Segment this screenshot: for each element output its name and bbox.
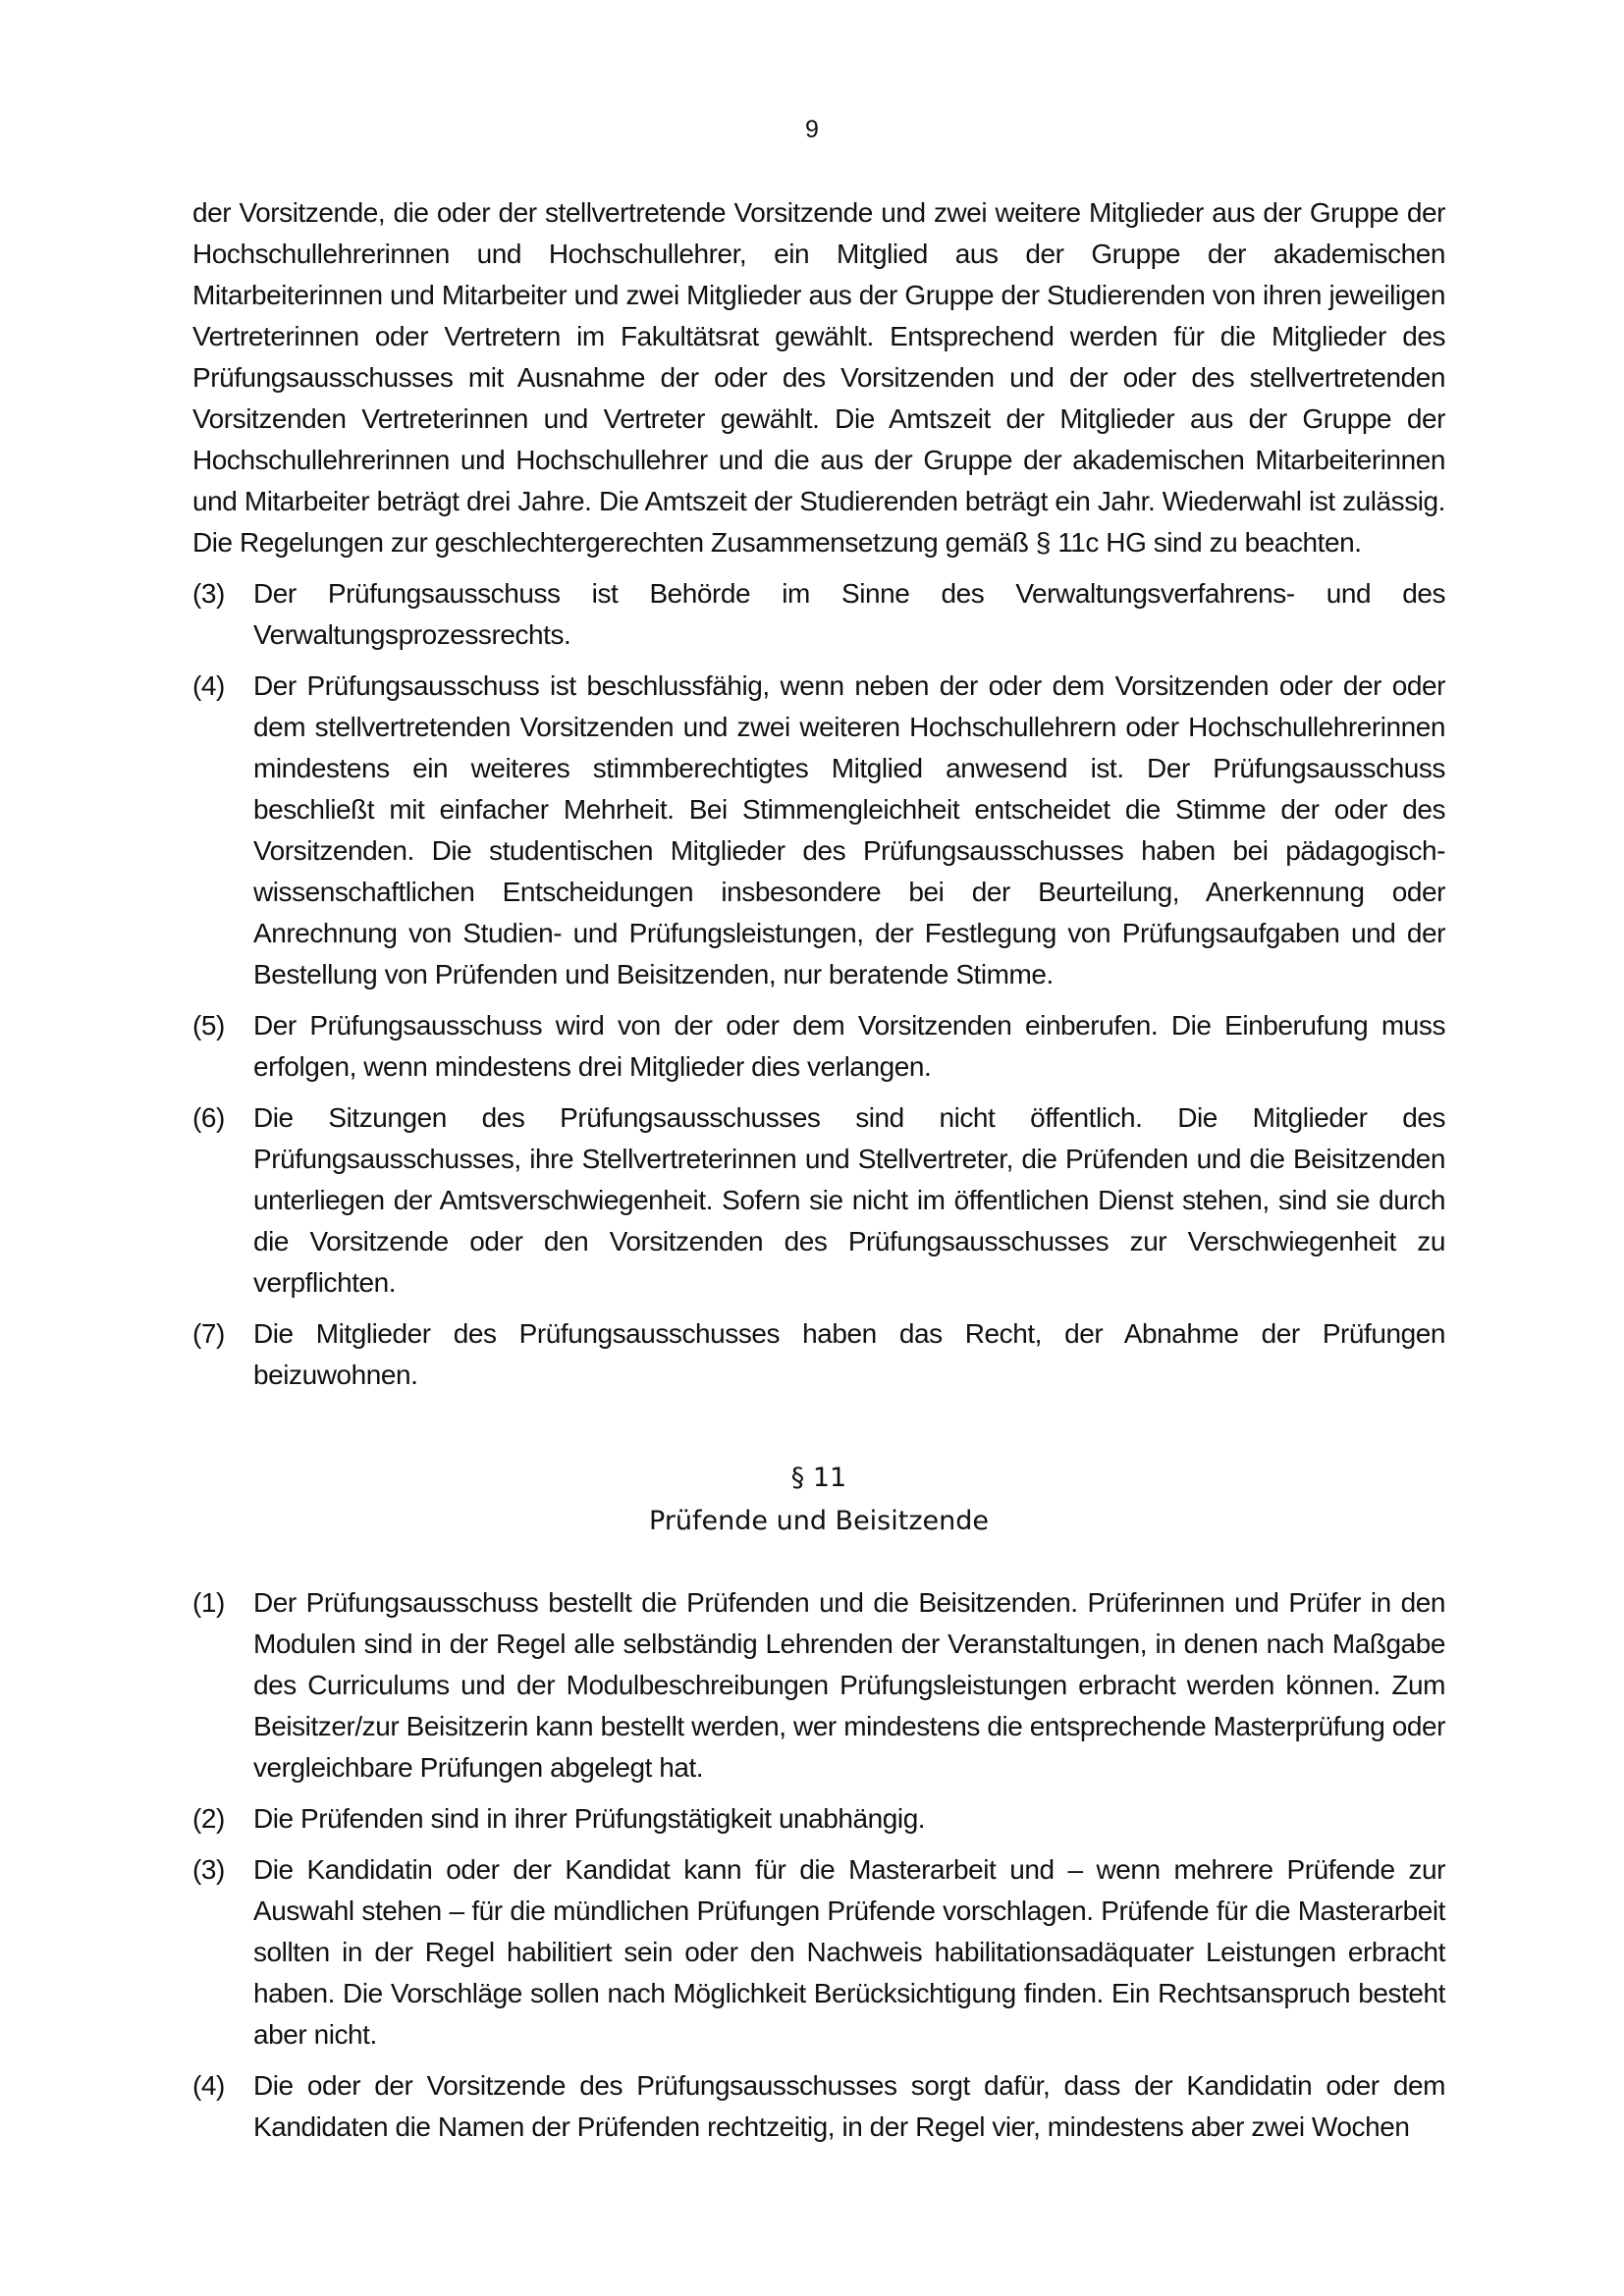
list-item (192, 2065, 1445, 2148)
item-text: Die Prüfenden sind in ihrer Prüfungstätigkeit unabhängig. (253, 1803, 926, 1834)
item-number: (6) (192, 1102, 225, 1133)
item-text: Die Mitglieder des Prüfungsausschusses haben das Recht, der Abnahme der Prüfungen beizuwohnen. (253, 1318, 1445, 1390)
item-number: (4) (192, 670, 225, 701)
item-number: (3) (192, 578, 225, 609)
section-number: § 11 (790, 1463, 847, 1493)
section-title: Prüfende und Beisitzende (649, 1506, 989, 1536)
list-item (192, 573, 1445, 656)
item-number: (7) (192, 1318, 225, 1349)
list-item (192, 1798, 1445, 1840)
item-text: Der Prüfungsausschuss bestellt die Prüfenden und die Beisitzenden. Prüferinnen und Prüfer in den Modulen sind in der Regel alle selbständig Lehrenden der Veranstaltungen, in denen nach Maßgabe des Curriculums und der Modulbeschreibungen Prüfungsleistungen erbracht werden können. Zum Beisitzer/zur Beisitzerin kann bestellt werden, wer mindestens die entsprechende Masterprüfung oder vergleichbare Prüfungen abgelegt hat. (253, 1587, 1445, 1783)
item-number: (2) (192, 1803, 225, 1834)
list-item (192, 1849, 1445, 2056)
item-number: (4) (192, 2070, 225, 2101)
section-10-list (192, 573, 1445, 1396)
list-item (192, 1313, 1445, 1396)
list-item (192, 1097, 1445, 1304)
list-item (192, 666, 1445, 995)
item-text: Der Prüfungsausschuss wird von der oder dem Vorsitzenden einberufen. Die Einberufung muss erfolgen, wenn mindestens drei Mitglieder dies verlangen. (253, 1010, 1445, 1082)
document-body (192, 192, 1445, 2148)
item-number: (1) (192, 1587, 225, 1618)
item-number: (3) (192, 1854, 225, 1885)
page-number: 9 (805, 116, 819, 143)
item-text: Die Sitzungen des Prüfungsausschusses sind nicht öffentlich. Die Mitglieder des Prüfungsausschusses, ihre Stellvertreterinnen und Stellvertreter, die Prüfenden und die Beisitzenden unterliegen der Amtsverschwiegenheit. Sofern sie nicht im öffentlichen Dienst stehen, sind sie durch die Vorsitzende oder den Vorsitzenden des Prüfungsausschusses zur Verschwiegenheit zu verpflichten. (253, 1102, 1445, 1298)
item-text: Die Kandidatin oder der Kandidat kann für die Masterarbeit und – wenn mehrere Prüfende zur Auswahl stehen – für die mündlichen Prüfungen Prüfende vorschlagen. Prüfende für die Masterarbeit sollten in der Regel habilitiert sein oder den Nachweis habilitationsadäquater Leistungen erbracht haben. Die Vorschläge sollen nach Möglichkeit Berücksichtigung finden. Ein Rechtsanspruch besteht aber nicht. (253, 1854, 1445, 2050)
item-number: (5) (192, 1010, 225, 1041)
item-text: Die oder der Vorsitzende des Prüfungsausschusses sorgt dafür, dass der Kandidatin oder dem Kandidaten die Namen der Prüfenden rechtzeitig, in der Regel vier, mindestens aber zwei Wochen (253, 2070, 1445, 2142)
list-item (192, 1582, 1445, 1789)
list-item (192, 1005, 1445, 1088)
item-text: Der Prüfungsausschuss ist Behörde im Sinne des Verwaltungsverfahrens- und des Verwaltungsprozessrechts. (253, 578, 1445, 650)
section-heading (192, 1457, 1445, 1543)
continuation-paragraph: der Vorsitzende, die oder der stellvertretende Vorsitzende und zwei weitere Mitglieder aus der Gruppe der Hochschullehrerinnen und Hochschullehrer, ein Mitglied aus der Gruppe der akademischen Mitarbeiterinnen und Mitarbeiter und zwei Mitglieder aus der Gruppe der Studierenden von ihren jeweiligen Vertreterinnen oder Vertretern im Fakultätsrat gewählt. Entsprechend werden für die Mitglieder des Prüfungsausschusses mit Ausnahme der oder des Vorsitzenden und der oder des stellvertretenden Vorsitzenden Vertreterinnen und Vertreter gewählt. Die Amtszeit der Mitglieder aus der Gruppe der Hochschullehrerinnen und Hochschullehrer und die aus der Gruppe der akademischen Mitarbeiterinnen und Mitarbeiter beträgt drei Jahre. Die Amtszeit der Studierenden beträgt ein Jahr. Wiederwahl ist zulässig. Die Regelungen zur geschlechtergerechten Zusammensetzung gemäß § 11c HG sind zu beachten. (192, 197, 1445, 558)
item-text: Der Prüfungsausschuss ist beschlussfähig, wenn neben der oder dem Vorsitzenden oder der oder dem stellvertretenden Vorsitzenden und zwei weiteren Hochschullehrern oder Hochschullehrerinnen mindestens ein weiteres stimmberechtigtes Mitglied anwesend ist. Der Prüfungsausschuss beschließt mit einfacher Mehrheit. Bei Stimmengleichheit entscheidet die Stimme der oder des Vorsitzenden. Die studentischen Mitglieder des Prüfungsausschusses haben bei pädagogisch-wissenschaftlichen Entscheidungen insbesondere bei der Beurteilung, Anerkennung oder Anrechnung von Studien- und Prüfungsleistungen, der Festlegung von Prüfungsaufgaben und der Bestellung von Prüfenden und Beisitzenden, nur beratende Stimme. (253, 670, 1445, 989)
section-11-list (192, 1582, 1445, 2148)
